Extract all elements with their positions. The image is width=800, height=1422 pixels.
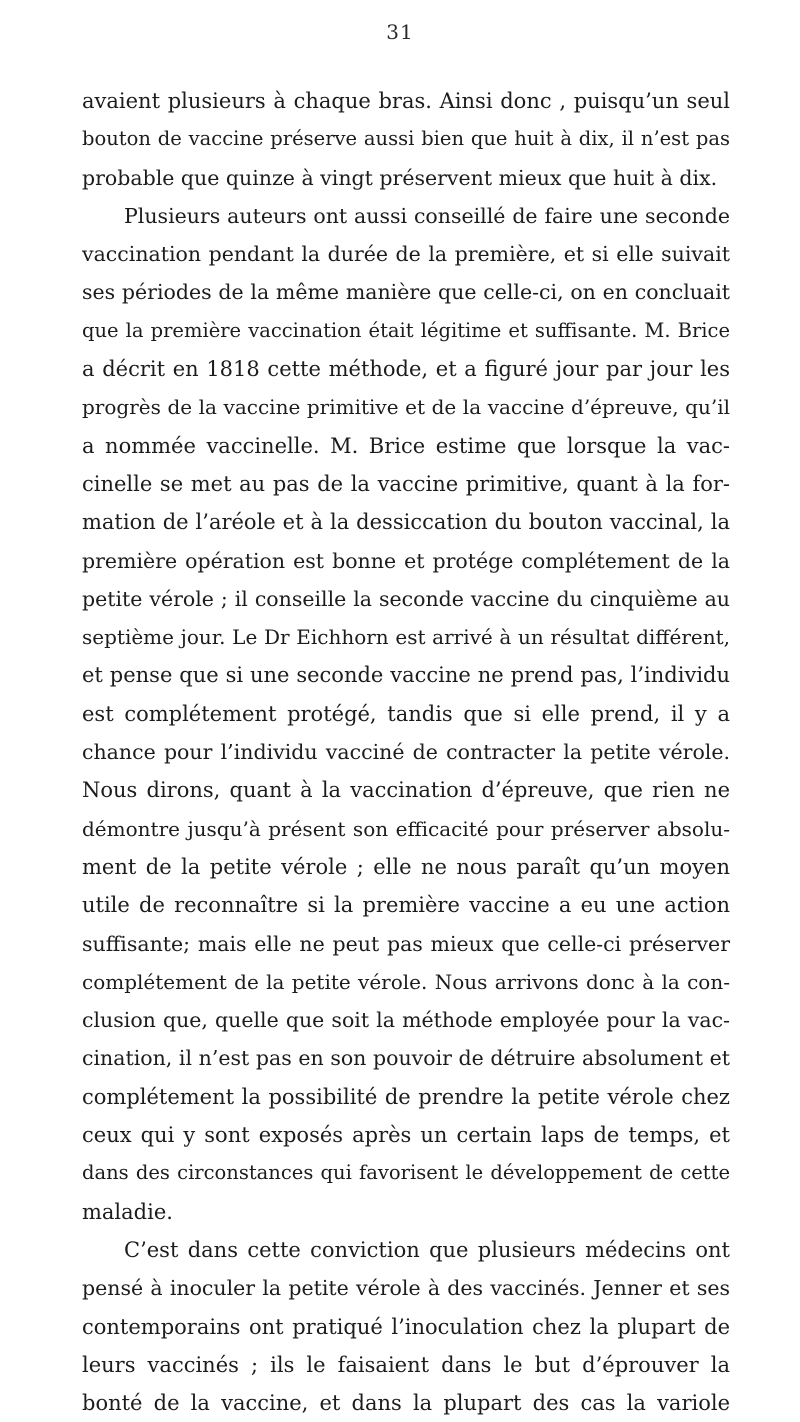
text-line: a nommée vaccinelle. M. Brice estime que lorsque la vac- bbox=[82, 433, 730, 458]
text-line: première opération est bonne et protége complétement de la bbox=[82, 548, 730, 573]
text-line: est complétement protégé, tandis que si elle prend, il y a bbox=[82, 701, 730, 726]
text-line: suffisante; mais elle ne peut pas mieux que celle-ci préserver bbox=[82, 931, 730, 956]
text-line: contemporains ont pratiqué l’inoculation chez la plupart de bbox=[82, 1314, 730, 1339]
page-number: 31 bbox=[386, 20, 414, 44]
text-line: cinelle se met au pas de la vaccine primitive, quant à la for- bbox=[82, 471, 730, 496]
text-line: complétement la possibilité de prendre la petite vérole chez bbox=[82, 1084, 730, 1109]
text-line: ses périodes de la même manière que celle-ci, on en concluait bbox=[82, 280, 730, 305]
text-line: a décrit en 1818 cette méthode, et a figuré jour par jour les bbox=[82, 357, 730, 382]
text-line: leurs vaccinés ; ils le faisaient dans le but d’éprouver la bbox=[82, 1352, 730, 1377]
text-line: utile de reconnaître si la première vaccine a eu une action bbox=[82, 893, 730, 918]
text-line: clusion que, quelle que soit la méthode employée pour la vac- bbox=[82, 1008, 730, 1033]
text-line: que la première vaccination était légitime et suffisante. M. Brice bbox=[82, 318, 730, 342]
text-line: pensé à inoculer la petite vérole à des vaccinés. Jenner et ses bbox=[82, 1276, 730, 1301]
text-line: avaient plusieurs à chaque bras. Ainsi donc , puisqu’un seul bbox=[82, 89, 730, 113]
text-line: bonté de la vaccine, et dans la plupart des cas la variole bbox=[82, 1391, 730, 1416]
text-line: complétement de la petite vérole. Nous arrivons donc à la con- bbox=[82, 969, 730, 994]
text-line: vaccination pendant la durée de la première, et si elle suivait bbox=[82, 242, 730, 267]
text-line: petite vérole ; il conseille la seconde vaccine du cinquième au bbox=[82, 586, 730, 611]
text-line: septième jour. Le Dr Eichhorn est arrivé à un résultat différent, bbox=[82, 625, 730, 650]
text-line: probable que quinze à vingt préservent mieux que huit à dix. bbox=[82, 165, 718, 190]
text-line: ment de la petite vérole ; elle ne nous paraît qu’un moyen bbox=[82, 854, 730, 879]
text-line: et pense que si une seconde vaccine ne prend pas, l’individu bbox=[82, 663, 730, 688]
text-line: démontre jusqu’à présent son efficacité pour préserver absolu- bbox=[82, 816, 730, 841]
text-line: maladie. bbox=[82, 1199, 173, 1224]
text-line: Nous dirons, quant à la vaccination d’épreuve, que rien ne bbox=[82, 778, 730, 803]
text-line: bouton de vaccine préserve aussi bien que huit à dix, il n’est pas bbox=[82, 127, 730, 151]
text-line: C’est dans cette conviction que plusieurs médecins ont bbox=[124, 1237, 730, 1262]
text-line: Plusieurs auteurs ont aussi conseillé de faire une seconde bbox=[124, 203, 730, 228]
text-line: dans des circonstances qui favorisent le développement de cette bbox=[82, 1161, 730, 1185]
text-line: progrès de la vaccine primitive et de la vaccine d’épreuve, qu’il bbox=[82, 395, 730, 420]
text-line: ceux qui y sont exposés après un certain laps de temps, et bbox=[82, 1123, 730, 1148]
text-line: chance pour l’individu vacciné de contracter la petite vérole. bbox=[82, 740, 730, 765]
text-line: cination, il n’est pas en son pouvoir de détruire absolument et bbox=[82, 1046, 730, 1071]
body-text bbox=[82, 82, 730, 1422]
text-line: mation de l’aréole et à la dessiccation du bouton vaccinal, la bbox=[82, 510, 730, 535]
